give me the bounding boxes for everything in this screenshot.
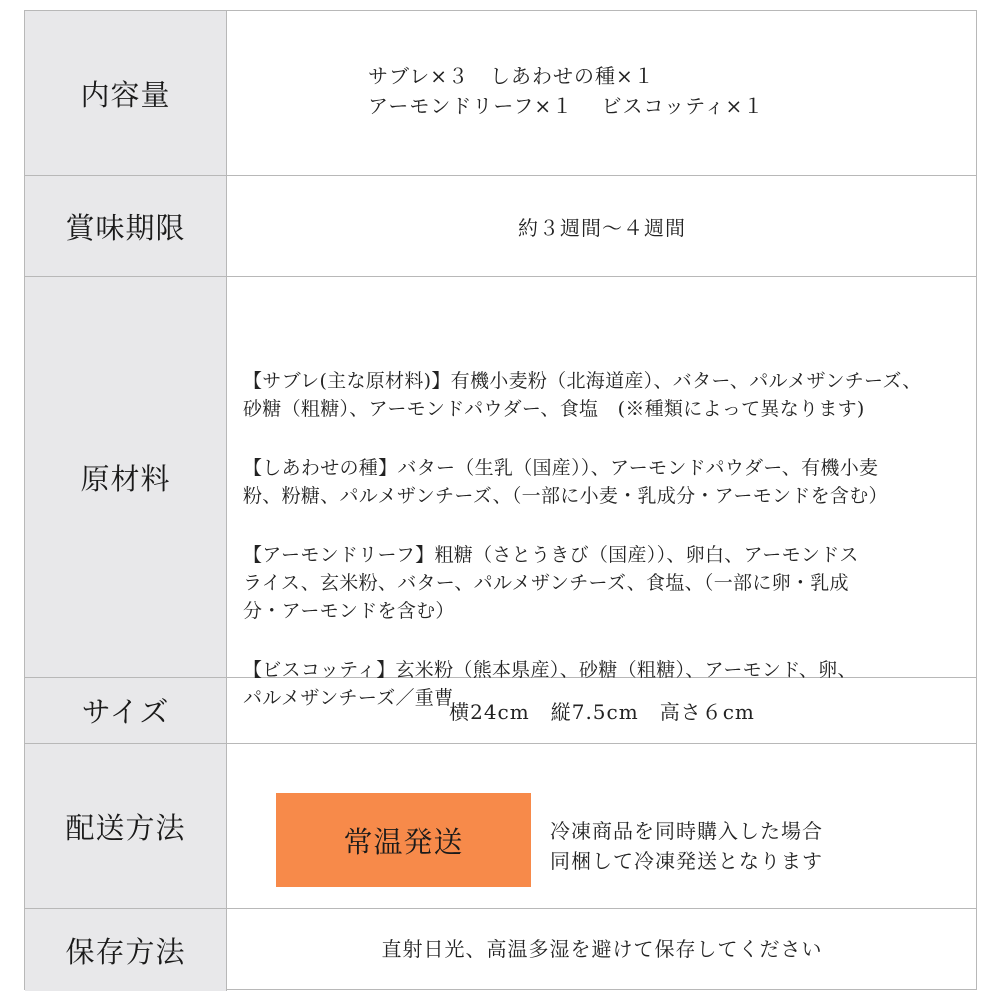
contents-line-2: アーモンドリーフ×１ ビスコッティ×１ xyxy=(368,94,765,118)
ingredients-biscotti: 【ビスコッティ】玄米粉（熊本県産）、砂糖（粗糖）、アーモンド、卵、 パルメザンチーズ／重曹 xyxy=(243,659,857,709)
ingredients-row xyxy=(25,277,976,709)
contents-value xyxy=(368,61,764,121)
size-value: 横24cm 縦7.5cm 高さ６cm xyxy=(449,700,755,724)
contents-label: 内容量 xyxy=(25,11,227,175)
ingredients-label: 原材料 xyxy=(25,277,227,677)
shelf-life-label: 賞味期限 xyxy=(25,176,227,276)
storage-value: 直射日光、高温多湿を避けて保存してください xyxy=(381,937,823,961)
shipping-note-line-2: 同梱して冷凍発送となります xyxy=(550,849,823,873)
size-row xyxy=(25,678,976,744)
ingredients-cell xyxy=(228,277,976,709)
size-cell xyxy=(228,678,976,743)
contents-cell xyxy=(228,11,976,175)
shelf-life-cell xyxy=(228,176,976,276)
shipping-row xyxy=(25,744,976,909)
shipping-cell xyxy=(228,744,976,908)
storage-label: 保存方法 xyxy=(25,909,227,991)
shelf-life-value: 約３週間〜４週間 xyxy=(518,215,686,240)
contents-line-1: サブレ×３ しあわせの種×１ xyxy=(368,64,655,88)
room-temperature-shipping-badge: 常温発送 xyxy=(276,793,531,887)
shipping-note xyxy=(550,816,823,876)
size-label: サイズ xyxy=(25,678,227,743)
contents-row xyxy=(25,11,976,176)
storage-row xyxy=(25,909,976,991)
ingredients-almond-leaf: 【アーモンドリーフ】粗糖（さとうきび（国産））、卵白、アーモンドス ライス、玄米粉、バター、パルメザンチーズ、食塩、（一部に卵・乳成 分・アーモンドを含む） xyxy=(243,544,859,622)
shelf-life-row xyxy=(25,176,976,277)
storage-cell xyxy=(228,909,976,991)
product-info-table xyxy=(24,10,977,990)
shipping-label: 配送方法 xyxy=(25,744,227,908)
ingredients-shiawase: 【しあわせの種】バター（生乳（国産））、アーモンドパウダー、有機小麦 粉、粉糖、パルメザンチーズ、（一部に小麦・乳成分・アーモンドを含む） xyxy=(243,457,888,507)
shipping-note-line-1: 冷凍商品を同時購入した場合 xyxy=(550,819,823,843)
ingredients-sable: 【サブレ(主な原材料)】有機小麦粉（北海道産）、バター、パルメザンチーズ、 砂糖（粗糖）、アーモンドパウダー、食塩 (※種類によって異なります) xyxy=(243,370,922,420)
